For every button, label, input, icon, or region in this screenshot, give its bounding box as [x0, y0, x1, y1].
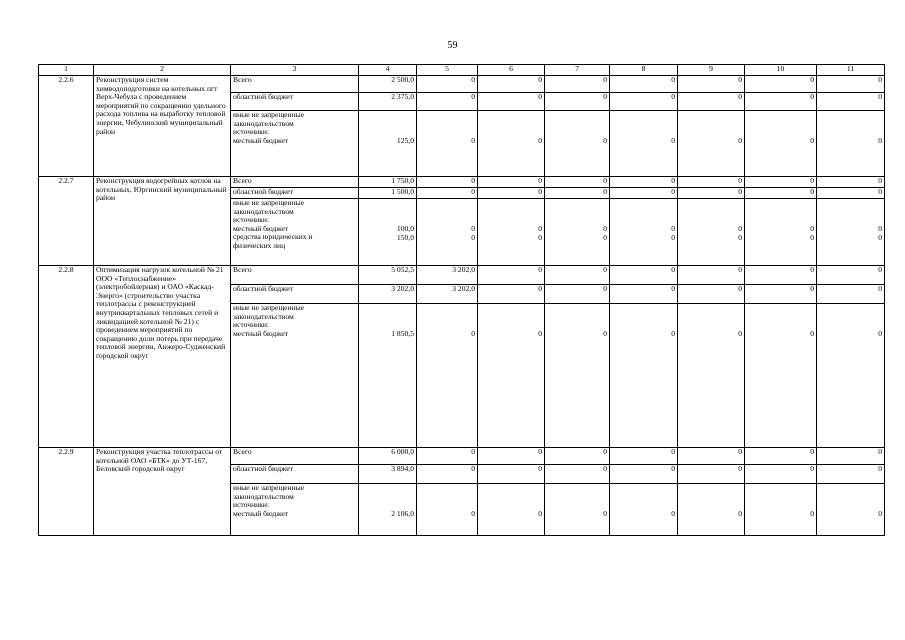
funding-source: иные не запрещенные законодательством источники: местный бюджет средства юридических и физических лиц: [231, 199, 359, 266]
value-cell: 0: [545, 76, 610, 93]
value-cell: 0: [610, 76, 678, 93]
value-cell: 0: [817, 285, 885, 304]
value-cell: 0: [610, 448, 678, 465]
value-cell: 0: [745, 266, 817, 285]
value-cell: 0: [817, 304, 885, 448]
value-cell: 0: [478, 266, 545, 285]
value-cell: 0: [610, 177, 678, 188]
item-code: 2.2.9: [39, 448, 94, 536]
funding-source: областной бюджет: [231, 465, 359, 484]
table-row: [39, 266, 885, 285]
column-header: 5: [417, 65, 478, 76]
value-cell: 0: [817, 76, 885, 93]
funding-source: Всего: [231, 76, 359, 93]
value-cell: 0: [478, 304, 545, 448]
column-header: 1: [39, 65, 94, 76]
value-cell: 0: [478, 93, 545, 111]
funding-table: [38, 64, 885, 536]
value-cell: 0: [745, 484, 817, 536]
value-cell: 0: [745, 465, 817, 484]
value-cell: 0: [545, 188, 610, 199]
value-cell: 0: [678, 188, 745, 199]
funding-source: областной бюджет: [231, 93, 359, 111]
value-cell: 0: [478, 448, 545, 465]
value-cell: 0: [817, 111, 885, 177]
value-cell: 0 0: [478, 199, 545, 266]
value-cell: 0: [610, 465, 678, 484]
value-cell: 0: [745, 304, 817, 448]
value-cell: 0: [478, 188, 545, 199]
value-cell: 1 850,5: [359, 304, 417, 448]
value-cell: 0: [417, 448, 478, 465]
value-cell: 0: [545, 465, 610, 484]
value-cell: 0: [478, 177, 545, 188]
value-cell: 0: [610, 304, 678, 448]
funding-source: Всего: [231, 448, 359, 465]
value-cell: 0: [678, 266, 745, 285]
value-cell: 0 0: [417, 199, 478, 266]
item-description: Реконструкция водогрейных котлов на котельных, Юргинский муниципальный район: [94, 177, 231, 266]
value-cell: 0: [678, 285, 745, 304]
value-cell: 0: [678, 304, 745, 448]
funding-source: Всего: [231, 177, 359, 188]
value-cell: 6 000,0: [359, 448, 417, 465]
value-cell: 0: [678, 448, 745, 465]
value-cell: 0: [678, 76, 745, 93]
value-cell: 125,0: [359, 111, 417, 177]
funding-source: областной бюджет: [231, 188, 359, 199]
value-cell: 5 052,5: [359, 266, 417, 285]
value-cell: 0: [417, 304, 478, 448]
table-row: [39, 76, 885, 93]
value-cell: 3 202,0: [417, 266, 478, 285]
value-cell: 0: [545, 177, 610, 188]
item-description: Реконструкция участка теплотрассы от котельной ОАО «БТК» до УТ-167, Беловский городской округ: [94, 448, 231, 536]
value-cell: 0: [745, 177, 817, 188]
column-header: 11: [817, 65, 885, 76]
value-cell: 0: [745, 285, 817, 304]
value-cell: 0: [478, 465, 545, 484]
value-cell: 0: [610, 484, 678, 536]
value-cell: 0: [417, 111, 478, 177]
value-cell: 100,0 150,0: [359, 199, 417, 266]
funding-source: иные не запрещенные законодательством источники: местный бюджет: [231, 484, 359, 536]
value-cell: 0: [478, 285, 545, 304]
value-cell: 0: [678, 111, 745, 177]
value-cell: 0: [545, 111, 610, 177]
value-cell: 3 202,0: [359, 285, 417, 304]
item-code: 2.2.7: [39, 177, 94, 266]
value-cell: 0: [678, 177, 745, 188]
value-cell: 0: [417, 76, 478, 93]
value-cell: 0 0: [745, 199, 817, 266]
value-cell: 2 106,0: [359, 484, 417, 536]
column-header: 8: [610, 65, 678, 76]
value-cell: 0: [478, 111, 545, 177]
item-code: 2.2.6: [39, 76, 94, 177]
page-number: 59: [447, 40, 458, 51]
value-cell: 0 0: [610, 199, 678, 266]
funding-source: областной бюджет: [231, 285, 359, 304]
column-header: 2: [94, 65, 231, 76]
funding-source: иные не запрещенные законодательством источники: местный бюджет: [231, 304, 359, 448]
funding-source: иные не запрещенные законодательством источники: местный бюджет: [231, 111, 359, 177]
value-cell: 0 0: [678, 199, 745, 266]
table-row: [39, 177, 885, 188]
value-cell: 0: [745, 188, 817, 199]
value-cell: 0: [417, 188, 478, 199]
value-cell: 0: [545, 448, 610, 465]
item-description: Оптимизация нагрузок котельной № 21 ООО «Теплоснабжение» (электробойлерная) и ОАО «Каскад-Энерго» (строительство участка теплотрассы с реконструкцией внутриквартальных тепловых сетей и ликвидацией котельной № 21) с проведением мероприятий по сокращению доли потерь при передаче тепловой энергии, Анжеро-Судженский городской округ: [94, 266, 231, 448]
value-cell: 0: [417, 177, 478, 188]
value-cell: 0: [478, 76, 545, 93]
column-header: 3: [231, 65, 359, 76]
table-body: [39, 65, 885, 536]
value-cell: 0: [417, 484, 478, 536]
value-cell: 0: [817, 266, 885, 285]
header-row: [39, 65, 885, 76]
value-cell: 0: [745, 76, 817, 93]
value-cell: 2 375,0: [359, 93, 417, 111]
value-cell: 0: [817, 177, 885, 188]
value-cell: 0: [417, 465, 478, 484]
value-cell: 0: [678, 93, 745, 111]
value-cell: 0: [545, 285, 610, 304]
value-cell: 0: [817, 188, 885, 199]
value-cell: 0: [545, 266, 610, 285]
value-cell: 0: [610, 266, 678, 285]
value-cell: 0: [545, 484, 610, 536]
value-cell: 2 500,0: [359, 76, 417, 93]
value-cell: 0: [610, 285, 678, 304]
value-cell: 0: [745, 93, 817, 111]
value-cell: 0: [817, 465, 885, 484]
value-cell: 0: [417, 93, 478, 111]
value-cell: 0: [817, 448, 885, 465]
value-cell: 0: [745, 448, 817, 465]
column-header: 7: [545, 65, 610, 76]
value-cell: 0: [610, 188, 678, 199]
value-cell: 0: [745, 111, 817, 177]
value-cell: 0: [678, 465, 745, 484]
column-header: 6: [478, 65, 545, 76]
column-header: 9: [678, 65, 745, 76]
column-header: 4: [359, 65, 417, 76]
value-cell: 3 894,0: [359, 465, 417, 484]
value-cell: 0: [545, 304, 610, 448]
value-cell: 1 750,0: [359, 177, 417, 188]
value-cell: 0: [478, 484, 545, 536]
value-cell: 0: [817, 93, 885, 111]
item-description: Реконструкция систем химводоподготовки на котельных пгт Верх-Чебула с проведением мероприятий по сокращению удельного расхода топлива на выработку тепловой энергии, Чебулинский муниципальный район: [94, 76, 231, 177]
value-cell: 3 202,0: [417, 285, 478, 304]
funding-source: Всего: [231, 266, 359, 285]
value-cell: 0 0: [545, 199, 610, 266]
value-cell: 0: [610, 111, 678, 177]
value-cell: 0: [678, 484, 745, 536]
column-header: 10: [745, 65, 817, 76]
value-cell: 1 500,0: [359, 188, 417, 199]
value-cell: 0: [817, 484, 885, 536]
value-cell: 0: [545, 93, 610, 111]
item-code: 2.2.8: [39, 266, 94, 448]
table-row: [39, 448, 885, 465]
value-cell: 0: [610, 93, 678, 111]
value-cell: 0 0: [817, 199, 885, 266]
